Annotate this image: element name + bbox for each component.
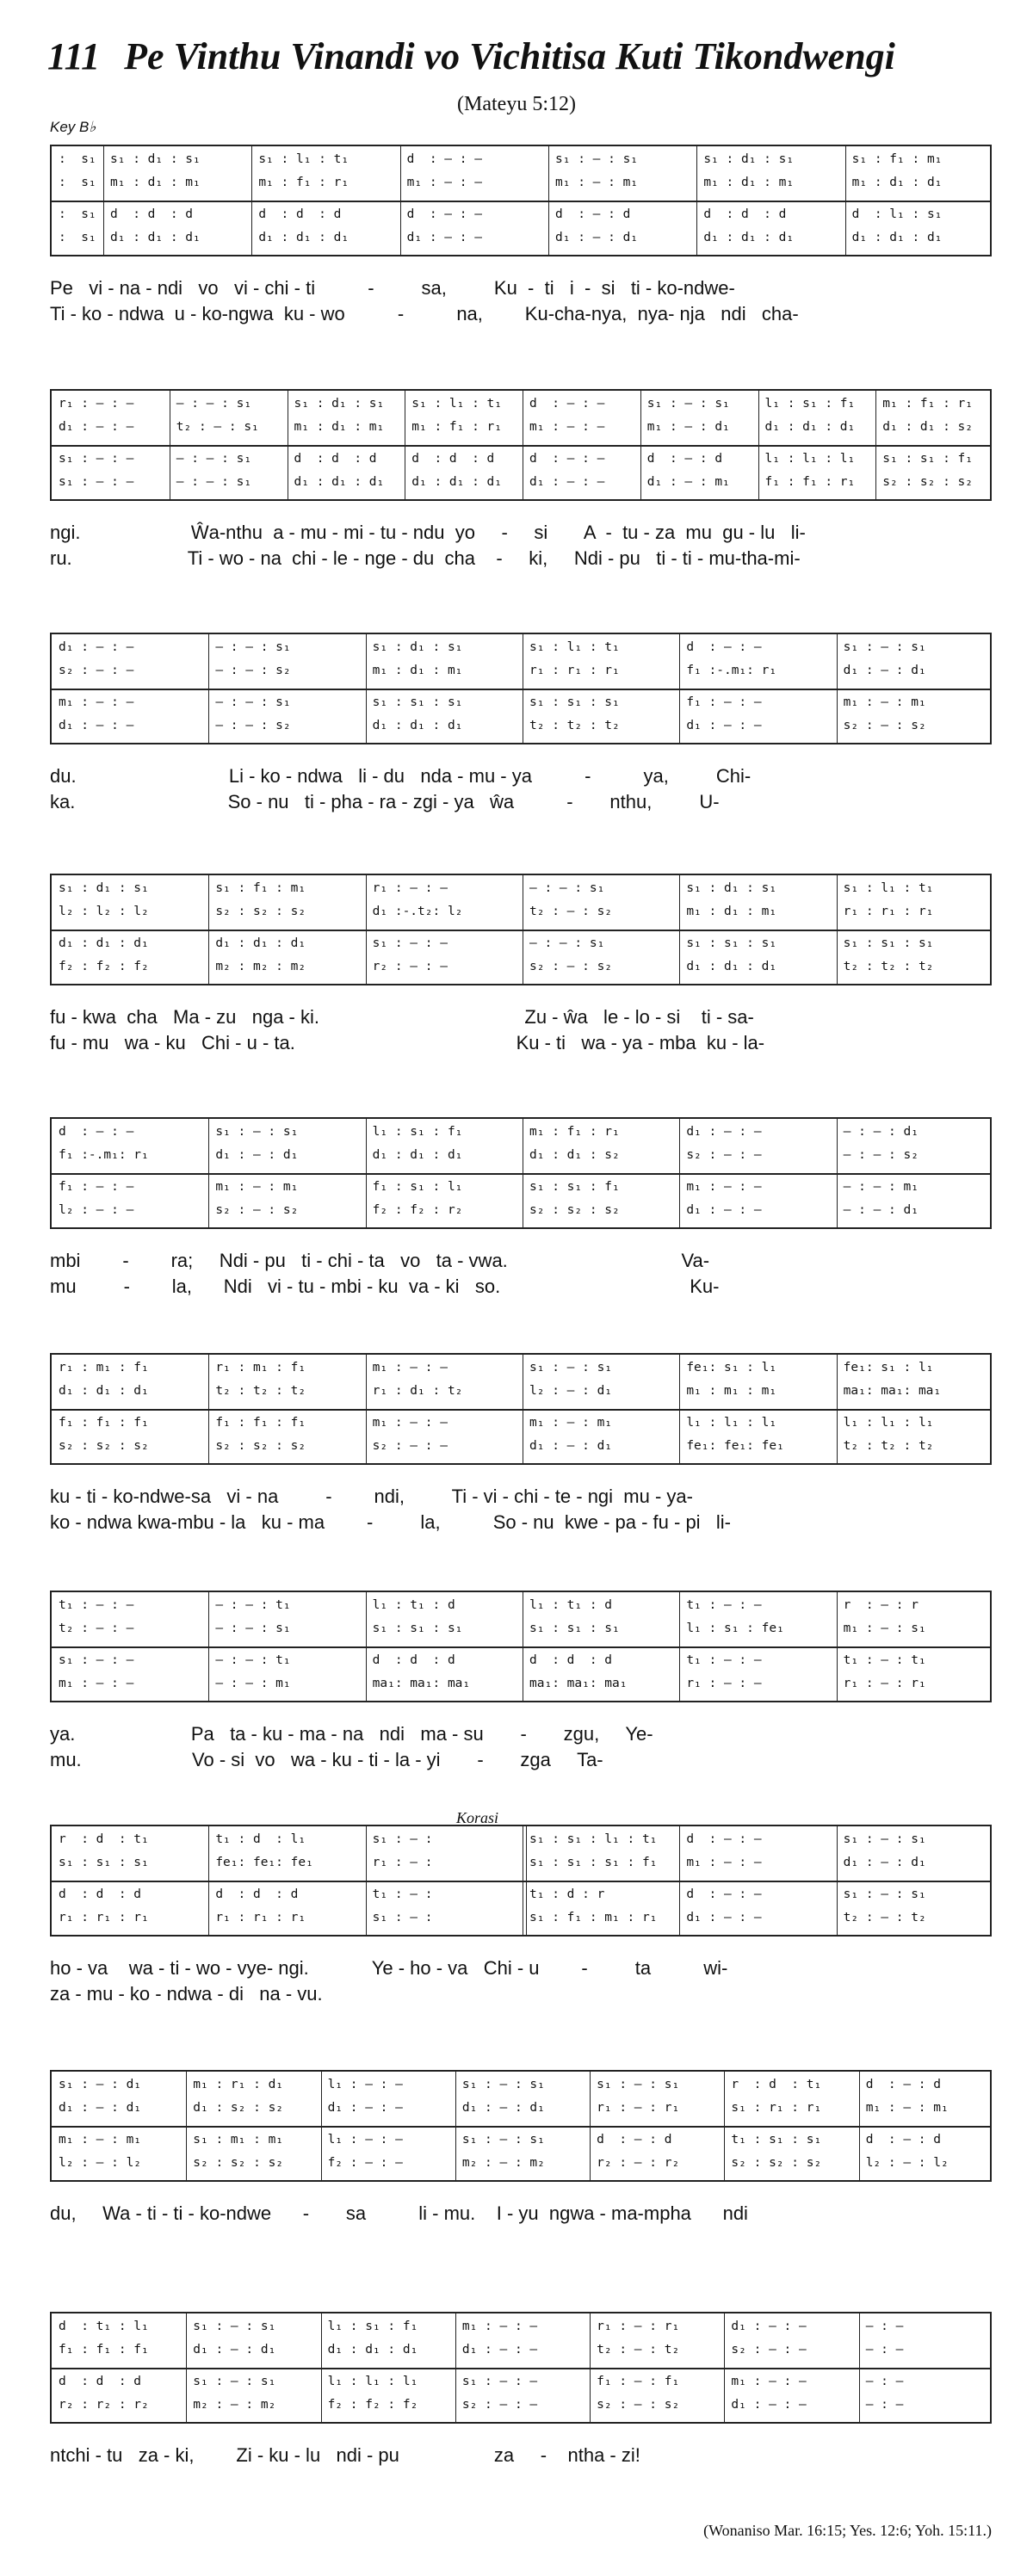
measure-lower-notes: d : — : d l₂ : — : l₂ (865, 2133, 949, 2170)
measure-upper-notes: r₁ : m₁ : f₁ d₁ : d₁ : d₁ (59, 1361, 149, 1398)
measure-lower-notes: d : d : d ma₁: ma₁: ma₁ (529, 1653, 628, 1690)
measure-upper-notes: s₁ : — : s₁ r₁ : — : r₁ (597, 2078, 680, 2115)
lyric-line: Ti - ko - ndwa u - ko-ngwa ku - wo - na, Ku-cha-nya, nya- nja ndi cha- (50, 303, 799, 324)
measure-upper-notes: s₁ : — : s₁ d₁ : — : d₁ (461, 2078, 545, 2115)
measure-lower-notes: — : — : s₁ s₂ : — : s₂ (529, 936, 613, 973)
measure-lower-notes: f₁ : — : — l₂ : — : — (59, 1180, 134, 1217)
measure-lower-notes: l₁ : l₁ : l₁ t₂ : t₂ : t₂ (843, 1416, 934, 1453)
measure-lower-notes: t₁ : — : — r₁ : — : — (686, 1653, 762, 1690)
measure-lower-notes: f₁ : s₁ : l₁ f₂ : f₂ : r₂ (372, 1180, 463, 1217)
measure-upper-notes: s₁ : d₁ : s₁ m₁ : d₁ : m₁ (372, 640, 463, 677)
measure-lower-notes: t₁ : — : t₁ r₁ : — : r₁ (843, 1653, 926, 1690)
measure-lower-notes: s₁ : — : — s₂ : — : — (461, 2375, 538, 2412)
music-system (50, 2070, 992, 2182)
lyric-line: ho - va wa - ti - wo - vye- ngi. Ye - ho - va Chi - u - ta wi- (50, 1957, 728, 1979)
music-system (50, 389, 992, 501)
measure-lower-notes: d : d : d d₁ : d₁ : d₁ (110, 207, 201, 244)
lyric-line: mu - la, Ndi vi - tu - mbi - ku va - ki so. Ku- (50, 1276, 720, 1297)
measure-lower-notes: s₁ : s₁ : s₁ d₁ : d₁ : d₁ (686, 936, 777, 973)
lyric-line: du, Wa - ti - ti - ko-ndwe - sa li - mu. I - yu ngwa - ma-mpha ndi (50, 2202, 748, 2224)
key-signature: Key B♭ (50, 119, 96, 135)
measure-lower-notes: f₁ : — : f₁ s₂ : — : s₂ (597, 2375, 680, 2412)
measure-upper-notes: l₁ : — : — d₁ : — : — (327, 2078, 403, 2115)
measure-upper-notes: l₁ : s₁ : f₁ d₁ : d₁ : d₁ (372, 1125, 463, 1162)
measure-upper-notes: t₁ : — : — t₂ : — : — (59, 1598, 134, 1635)
lyric-line: ku - ti - ko-ndwe-sa vi - na - ndi, Ti - vi - chi - te - ngi mu - ya- (50, 1486, 693, 1507)
measure-lower-notes: s₁ : — : — m₁ : — : — (59, 1653, 134, 1690)
measure-upper-notes: m₁ : f₁ : r₁ d₁ : d₁ : s₂ (529, 1125, 620, 1162)
measure-lower-notes: l₁ : — : — f₂ : — : — (327, 2133, 403, 2170)
lyric-line: mbi - ra; Ndi - pu ti - chi - ta vo ta - vwa. Va- (50, 1250, 710, 1271)
measure-lower-notes: d : d : d r₂ : r₂ : r₂ (59, 2375, 149, 2412)
measure-lower-notes: d : — : d d₁ : — : m₁ (646, 452, 730, 489)
measure-upper-notes: l₁ : t₁ : d s₁ : s₁ : s₁ (372, 1598, 463, 1635)
lyric-line: du. Li - ko - ndwa li - du nda - mu - ya - ya, Chi- (50, 765, 752, 787)
measure-upper-notes: s₁ : l₁ : t₁ m₁ : f₁ : r₁ (411, 397, 503, 434)
measure-upper-notes: l₁ : s₁ : f₁ d₁ : d₁ : d₁ (327, 2320, 418, 2357)
measure-lower-notes: f₁ : — : — d₁ : — : — (686, 695, 762, 732)
measure-lower-notes: m₁ : — : — d₁ : — : — (731, 2375, 807, 2412)
music-system (50, 1591, 992, 1702)
measure-upper-notes: s₁ : l₁ : t₁ r₁ : r₁ : r₁ (843, 881, 934, 918)
footer-references: (Wonaniso Mar. 16:15; Yes. 12:6; Yoh. 15:11.) (703, 2522, 992, 2539)
measure-upper-notes: m₁ : r₁ : d₁ d₁ : s₂ : s₂ (193, 2078, 284, 2115)
measure-lower-notes: m₁ : — : m₁ s₂ : — : s₂ (215, 1180, 299, 1217)
measure-lower-notes: d : — : d r₂ : — : r₂ (597, 2133, 680, 2170)
measure-lower-notes: l₁ : l₁ : l₁ fe₁: fe₁: fe₁ (686, 1416, 784, 1453)
measure-lower-notes: d : — : d d₁ : — : d₁ (555, 207, 639, 244)
measure-upper-notes: r₁ : — : — d₁ :-.t₂: l₂ (372, 881, 463, 918)
measure-upper-notes: d₁ : — : — s₂ : — : — (59, 640, 134, 677)
measure-lower-notes: m₁ : — : — d₁ : — : — (59, 695, 134, 732)
staff-divider (52, 1173, 990, 1175)
measure-lower-notes: m₁ : — : m₁ l₂ : — : l₂ (59, 2133, 142, 2170)
staff-divider (52, 445, 990, 447)
measure-lower-notes: s₁ : — : s₁ m₂ : — : m₂ (461, 2133, 545, 2170)
measure-lower-notes: f₁ : f₁ : f₁ s₂ : s₂ : s₂ (59, 1416, 149, 1453)
measure-upper-notes: d₁ : — : — s₂ : — : — (686, 1125, 762, 1162)
measure-upper-notes: d : — : — m₁ : — : — (529, 397, 605, 434)
measure-lower-notes: : s₁ : s₁ (59, 207, 96, 244)
staff-divider (52, 1409, 990, 1411)
measure-upper-notes: s₁ : f₁ : m₁ s₂ : s₂ : s₂ (215, 881, 306, 918)
measure-upper-notes: s₁ : d₁ : s₁ l₂ : l₂ : l₂ (59, 881, 149, 918)
staff-divider (52, 930, 990, 931)
measure-lower-notes: d : l₁ : s₁ d₁ : d₁ : d₁ (851, 207, 943, 244)
scripture-reference: (Mateyu 5:12) (457, 93, 576, 115)
measure-upper-notes: s₁ : — : s₁ d₁ : — : d₁ (215, 1125, 299, 1162)
measure-lower-notes: s₁ : s₁ : f₁ s₂ : s₂ : s₂ (529, 1180, 620, 1217)
staff-divider (52, 201, 990, 202)
lyric-line: ntchi - tu za - ki, Zi - ku - lu ndi - pu za - ntha - zi! (50, 2444, 640, 2466)
measure-upper-notes: d : — : — m₁ : — : — (406, 152, 482, 189)
hymn-title: Pe Vinthu Vinandi vo Vichitisa Kuti Tikondwengi (124, 35, 895, 77)
music-system (50, 2312, 992, 2424)
measure-upper-notes: d : — : — m₁ : — : — (686, 1832, 762, 1869)
measure-lower-notes: s₁ : — : — r₂ : — : — (372, 936, 448, 973)
measure-lower-notes: d : d : d d₁ : d₁ : d₁ (703, 207, 795, 244)
measure-lower-notes: s₁ : s₁ : s₁ d₁ : d₁ : d₁ (372, 695, 463, 732)
measure-upper-notes: fe₁: s₁ : l₁ ma₁: ma₁: ma₁ (843, 1361, 942, 1398)
measure-upper-notes: r₁ : — : — d₁ : — : — (59, 397, 134, 434)
measure-upper-notes: l₁ : s₁ : f₁ d₁ : d₁ : d₁ (764, 397, 856, 434)
measure-lower-notes: s₁ : — : s₁ t₂ : — : t₂ (843, 1887, 926, 1924)
measure-lower-notes: s₁ : s₁ : s₁ t₂ : t₂ : t₂ (529, 695, 620, 732)
measure-upper-notes: — : — : s₁ t₂ : — : s₁ (176, 397, 259, 434)
measure-lower-notes: d : — : — d₁ : — : — (406, 207, 482, 244)
measure-upper-notes: d : — : d m₁ : — : m₁ (865, 2078, 949, 2115)
hymn-number: 111 (47, 35, 101, 77)
measure-upper-notes: m₁ : — : — r₁ : d₁ : t₂ (372, 1361, 463, 1398)
measure-lower-notes: d : d : d r₁ : r₁ : r₁ (59, 1887, 149, 1924)
lyric-line: ru. Ti - wo - na chi - le - nge - du cha - ki, Ndi - pu ti - ti - mu-tha-mi- (50, 547, 801, 569)
measure-upper-notes: r₁ : — : r₁ t₂ : — : t₂ (597, 2320, 680, 2357)
measure-lower-notes: d : d : d r₁ : r₁ : r₁ (215, 1887, 306, 1924)
measure-upper-notes: s₁ : — : s₁ d₁ : — : d₁ (193, 2320, 276, 2357)
staff-divider (52, 1646, 990, 1648)
measure-lower-notes: s₁ : — : — s₁ : — : — (59, 452, 134, 489)
measure-upper-notes: s₁ : s₁ : l₁ : t₁ s₁ : s₁ : s₁ : f₁ (529, 1832, 658, 1869)
measure-upper-notes: d : — : — f₁ :-.m₁: r₁ (686, 640, 777, 677)
staff-divider (52, 689, 990, 690)
lyric-line: Pe vi - na - ndi vo vi - chi - ti - sa, Ku - ti i - si ti - ko-ndwe- (50, 277, 735, 299)
lyric-line: za - mu - ko - ndwa - di na - vu. (50, 1983, 323, 2005)
measure-upper-notes: r₁ : m₁ : f₁ t₂ : t₂ : t₂ (215, 1361, 306, 1398)
measure-upper-notes: s₁ : — : s₁ m₁ : — : m₁ (555, 152, 639, 189)
measure-upper-notes: s₁ : d₁ : s₁ m₁ : d₁ : m₁ (686, 881, 777, 918)
measure-upper-notes: s₁ : d₁ : s₁ m₁ : d₁ : m₁ (703, 152, 795, 189)
staff-divider (52, 2126, 990, 2128)
measure-upper-notes: — : — — : — (865, 2320, 904, 2357)
measure-upper-notes: s₁ : — : r₁ : — : (372, 1832, 433, 1869)
lyric-line: fu - mu wa - ku Chi - u - ta. Ku - ti wa - ya - mba ku - la- (50, 1032, 765, 1053)
music-system (50, 874, 992, 985)
music-system (50, 1117, 992, 1229)
measure-lower-notes: d : d : d d₁ : d₁ : d₁ (258, 207, 349, 244)
measure-upper-notes: s₁ : d₁ : s₁ m₁ : d₁ : m₁ (110, 152, 201, 189)
measure-upper-notes: t₁ : — : — l₁ : s₁ : fe₁ (686, 1598, 784, 1635)
measure-upper-notes: — : — : s₁ — : — : s₂ (215, 640, 291, 677)
measure-lower-notes: d₁ : d₁ : d₁ f₂ : f₂ : f₂ (59, 936, 149, 973)
measure-upper-notes: d : — : — f₁ :-.m₁: r₁ (59, 1125, 149, 1162)
measure-lower-notes: m₁ : — : — s₂ : — : — (372, 1416, 448, 1453)
measure-lower-notes: t₁ : d : r s₁ : f₁ : m₁ : r₁ (529, 1887, 658, 1924)
measure-lower-notes: s₁ : m₁ : m₁ s₂ : s₂ : s₂ (193, 2133, 284, 2170)
measure-lower-notes: m₁ : — : m₁ s₂ : — : s₂ (843, 695, 926, 732)
measure-lower-notes: d : d : d d₁ : d₁ : d₁ (294, 452, 385, 489)
measure-upper-notes: r : d : t₁ s₁ : s₁ : s₁ (59, 1832, 149, 1869)
measure-lower-notes: m₁ : — : — d₁ : — : — (686, 1180, 762, 1217)
measure-lower-notes: — : — — : — (865, 2375, 904, 2412)
music-system (50, 1825, 992, 1937)
measure-upper-notes: s₁ : f₁ : m₁ m₁ : d₁ : d₁ (851, 152, 943, 189)
measure-lower-notes: t₁ : — : s₁ : — : (372, 1887, 433, 1924)
measure-upper-notes: s₁ : — : s₁ d₁ : — : d₁ (843, 1832, 926, 1869)
lyric-line: ko - ndwa kwa-mbu - la ku - ma - la, So - nu kwe - pa - fu - pi li- (50, 1511, 732, 1533)
lyric-line: mu. Vo - si vo wa - ku - ti - la - yi - zga Ta- (50, 1749, 603, 1770)
measure-lower-notes: s₁ : — : s₁ m₂ : — : m₂ (193, 2375, 276, 2412)
measure-lower-notes: d : — : — d₁ : — : — (529, 452, 605, 489)
lyric-line: fu - kwa cha Ma - zu nga - ki. Zu - ŵa le - lo - si ti - sa- (50, 1006, 754, 1028)
measure-lower-notes: t₁ : s₁ : s₁ s₂ : s₂ : s₂ (731, 2133, 822, 2170)
measure-lower-notes: d₁ : d₁ : d₁ m₂ : m₂ : m₂ (215, 936, 306, 973)
measure-upper-notes: s₁ : — : s₁ l₂ : — : d₁ (529, 1361, 613, 1398)
measure-lower-notes: d : — : — d₁ : — : — (686, 1887, 762, 1924)
music-system (50, 1353, 992, 1465)
measure-upper-notes: s₁ : l₁ : t₁ m₁ : f₁ : r₁ (258, 152, 349, 189)
measure-lower-notes: — : — : s₁ — : — : s₁ (176, 452, 252, 489)
measure-upper-notes: — : — : t₁ — : — : s₁ (215, 1598, 291, 1635)
measure-lower-notes: s₁ : s₁ : s₁ t₂ : t₂ : t₂ (843, 936, 934, 973)
measure-lower-notes: — : — : m₁ — : — : d₁ (843, 1180, 919, 1217)
staff-divider (52, 2368, 990, 2369)
measure-lower-notes: l₁ : l₁ : l₁ f₂ : f₂ : f₂ (327, 2375, 418, 2412)
measure-upper-notes: r : — : r m₁ : — : s₁ (843, 1598, 926, 1635)
staff-divider (52, 1881, 990, 1882)
lyric-line: ya. Pa ta - ku - ma - na ndi ma - su - zgu, Ye- (50, 1723, 653, 1745)
hymn-header (47, 34, 994, 78)
lyric-line: ngi. Ŵa-nthu a - mu - mi - tu - ndu yo - si A - tu - za mu gu - lu li- (50, 522, 806, 543)
measure-lower-notes: m₁ : — : m₁ d₁ : — : d₁ (529, 1416, 613, 1453)
measure-upper-notes: d : t₁ : l₁ f₁ : f₁ : f₁ (59, 2320, 149, 2357)
measure-upper-notes: : s₁ : s₁ (59, 152, 96, 189)
measure-lower-notes: d : d : d ma₁: ma₁: ma₁ (372, 1653, 471, 1690)
measure-upper-notes: fe₁: s₁ : l₁ m₁ : m₁ : m₁ (686, 1361, 777, 1398)
measure-upper-notes: l₁ : t₁ : d s₁ : s₁ : s₁ (529, 1598, 620, 1635)
measure-lower-notes: l₁ : l₁ : l₁ f₁ : f₁ : r₁ (764, 452, 856, 489)
measure-upper-notes: s₁ : — : s₁ m₁ : — : d₁ (646, 397, 730, 434)
measure-upper-notes: s₁ : d₁ : s₁ m₁ : d₁ : m₁ (294, 397, 385, 434)
measure-lower-notes: — : — : s₁ — : — : s₂ (215, 695, 291, 732)
measure-upper-notes: m₁ : — : — d₁ : — : — (461, 2320, 538, 2357)
chorus-label: Korasi (456, 1809, 499, 1826)
measure-upper-notes: m₁ : f₁ : r₁ d₁ : d₁ : s₂ (882, 397, 974, 434)
measure-upper-notes: t₁ : d : l₁ fe₁: fe₁: fe₁ (215, 1832, 313, 1869)
measure-upper-notes: — : — : d₁ — : — : s₂ (843, 1125, 919, 1162)
music-system (50, 633, 992, 744)
lyric-line: ka. So - nu ti - pha - ra - zgi - ya ŵa - nthu, U- (50, 791, 720, 812)
measure-upper-notes: d₁ : — : — s₂ : — : — (731, 2320, 807, 2357)
measure-upper-notes: s₁ : — : d₁ d₁ : — : d₁ (59, 2078, 142, 2115)
measure-upper-notes: s₁ : l₁ : t₁ r₁ : r₁ : r₁ (529, 640, 620, 677)
measure-upper-notes: — : — : s₁ t₂ : — : s₂ (529, 881, 613, 918)
music-system (50, 145, 992, 256)
measure-lower-notes: f₁ : f₁ : f₁ s₂ : s₂ : s₂ (215, 1416, 306, 1453)
measure-lower-notes: s₁ : s₁ : f₁ s₂ : s₂ : s₂ (882, 452, 974, 489)
measure-upper-notes: r : d : t₁ s₁ : r₁ : r₁ (731, 2078, 822, 2115)
measure-lower-notes: — : — : t₁ — : — : m₁ (215, 1653, 291, 1690)
measure-lower-notes: d : d : d d₁ : d₁ : d₁ (411, 452, 503, 489)
measure-upper-notes: s₁ : — : s₁ d₁ : — : d₁ (843, 640, 926, 677)
